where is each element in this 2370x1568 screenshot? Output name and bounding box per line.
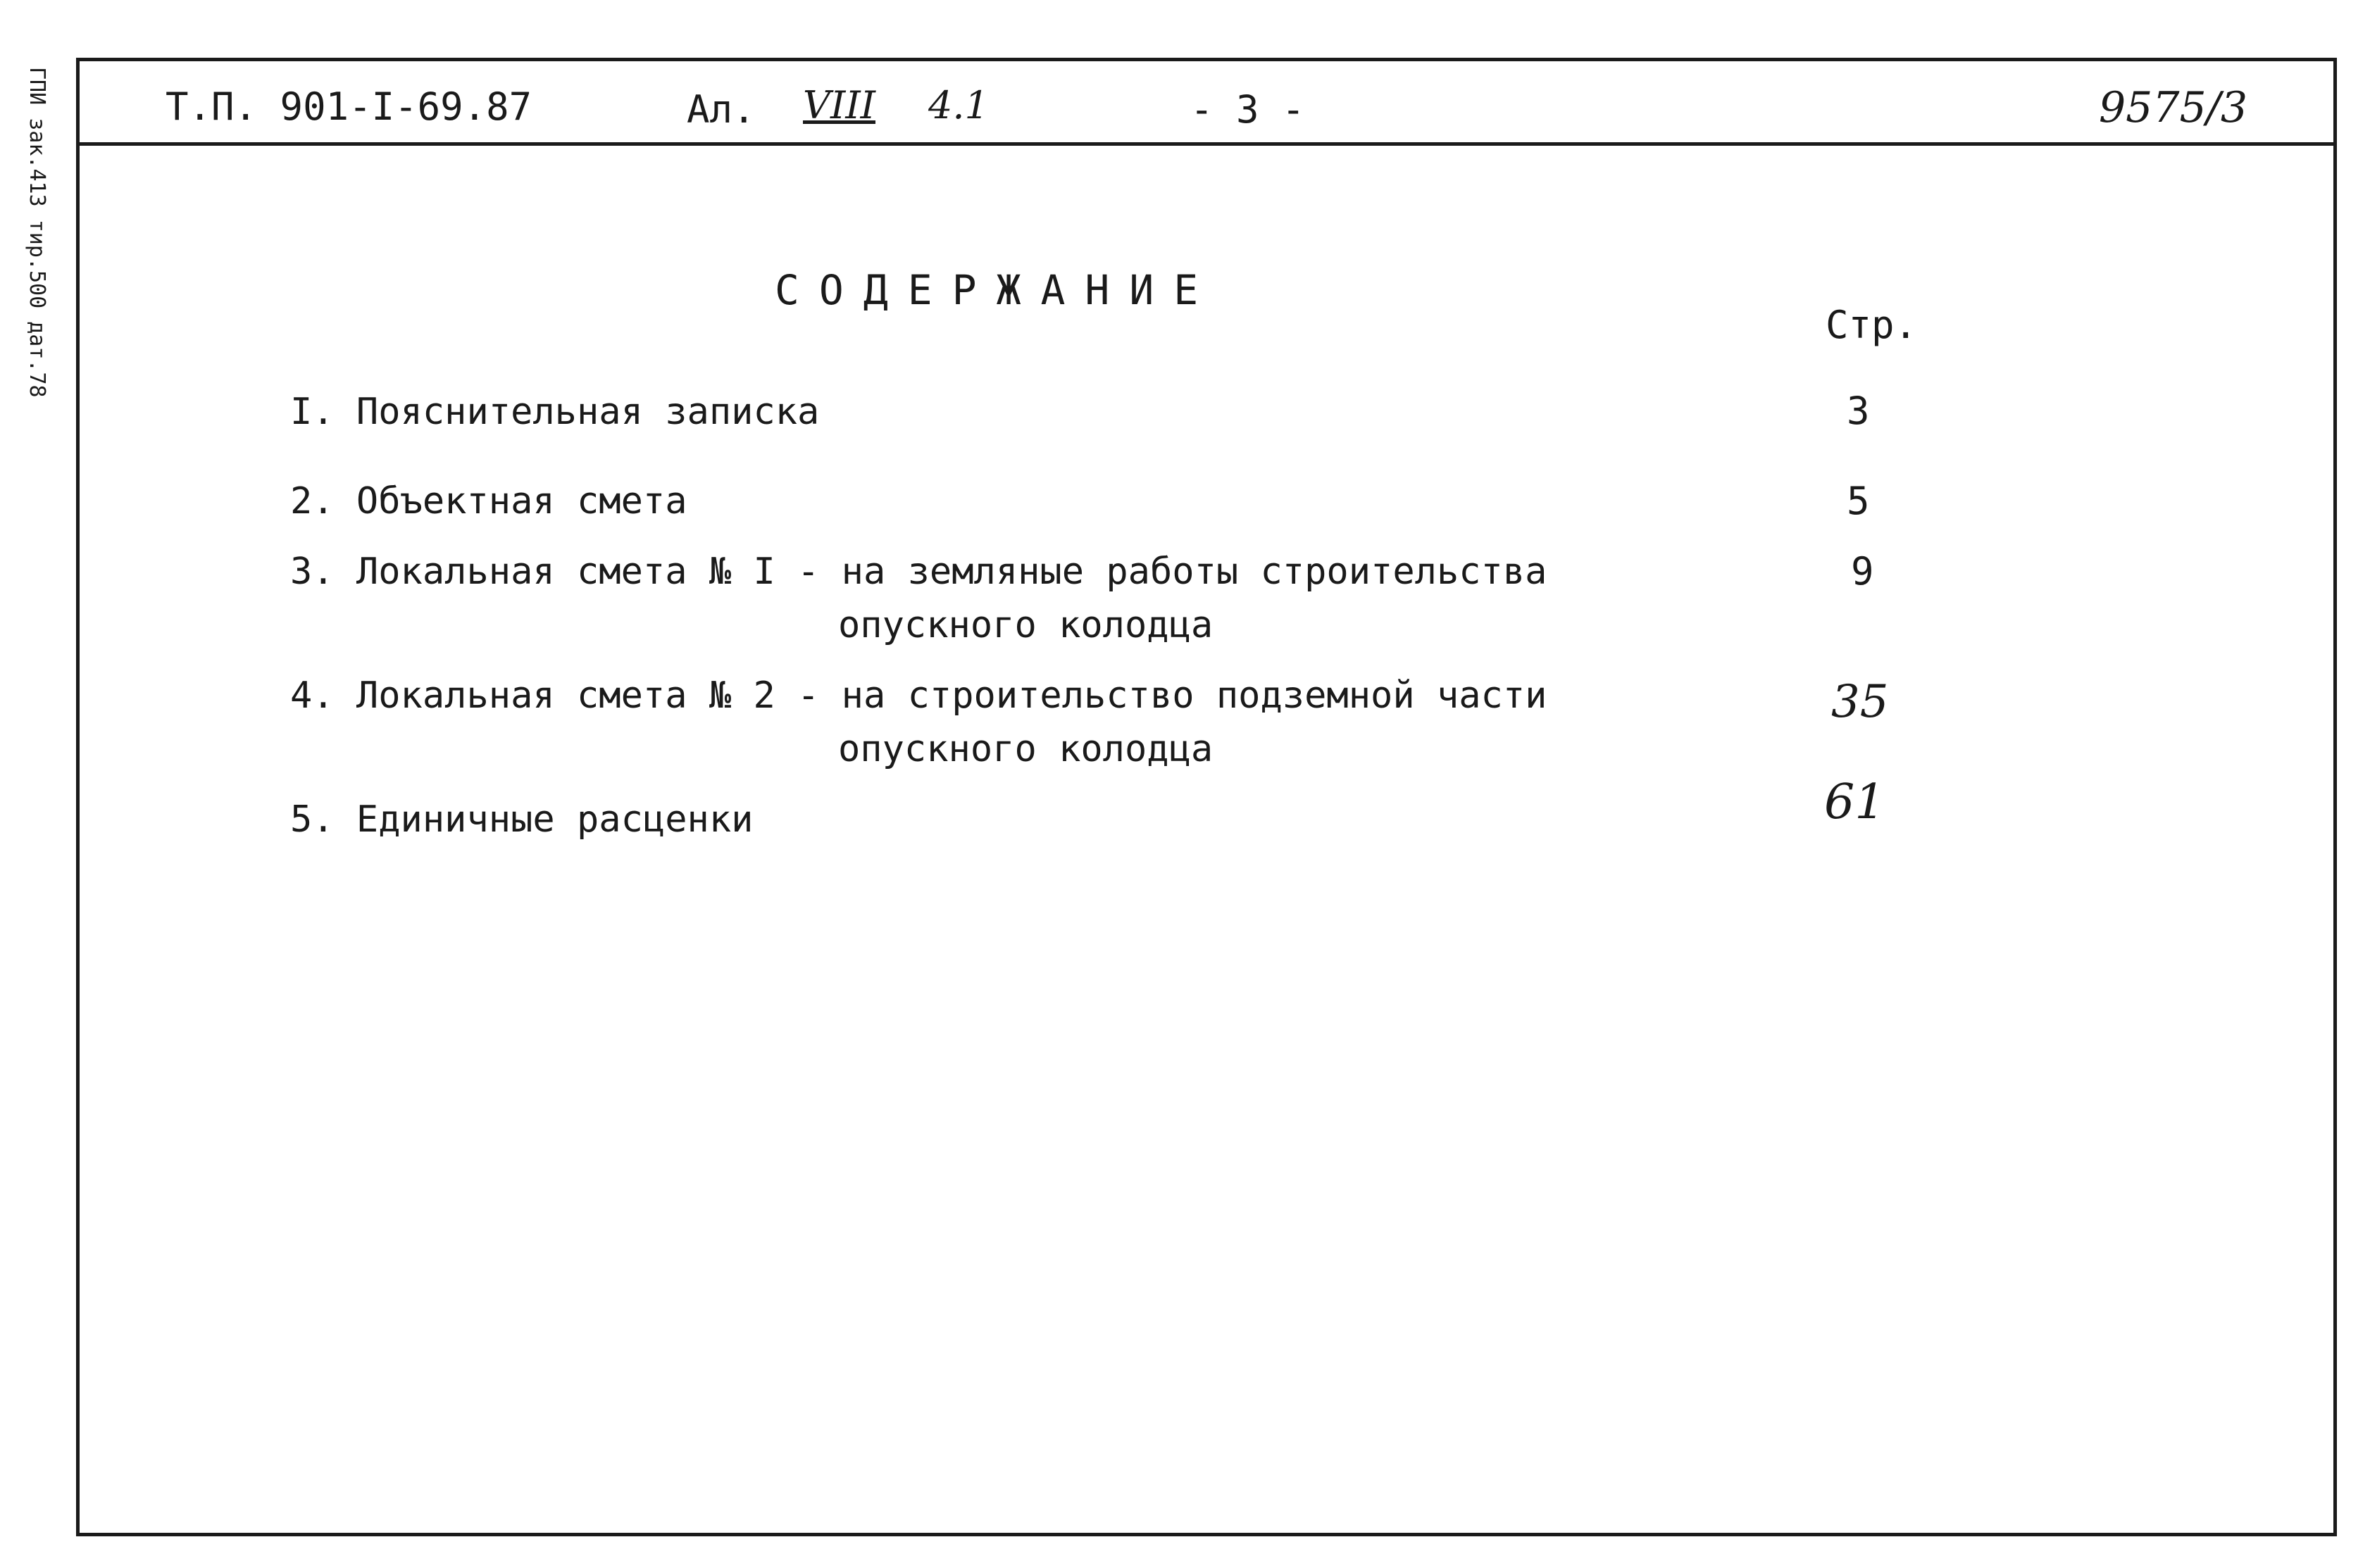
side-stamp-text: ГПИ зак.413 тир.500 дат.78: [25, 67, 49, 398]
toc-item-1: I. Пояснительная записка: [290, 391, 820, 433]
toc-item-3-page: 9: [1851, 549, 1874, 594]
toc-item-5-page: 61: [1824, 774, 1885, 830]
toc-item-5: 5. Единичные расценки: [290, 798, 754, 841]
side-stamp: [21, 67, 49, 461]
toc-title: СОДЕРЖАНИЕ: [775, 266, 1218, 314]
project-code: Т.П. 901-I-69.87: [166, 84, 532, 129]
toc-item-2: 2. Объектная смета: [290, 480, 687, 522]
toc-item-4: 4. Локальная смета № 2 - на строительство подземной части: [290, 675, 1547, 717]
header-divider: [76, 142, 2337, 146]
toc-item-4-page: 35: [1831, 676, 1889, 728]
album-number: VIII: [803, 83, 875, 127]
page-column-label: Стр.: [1826, 303, 1918, 347]
toc-item-2-page: 5: [1847, 479, 1870, 523]
page-number: - 3 -: [1190, 87, 1305, 132]
toc-item-4-cont: опускного колодца: [838, 728, 1214, 770]
sheet-ref: 4.1: [928, 83, 989, 127]
toc-item-3-cont: опускного колодца: [838, 604, 1214, 646]
toc-item-1-page: 3: [1847, 389, 1870, 433]
album-label: Ал.: [687, 87, 756, 132]
doc-number: 9575/3: [2099, 83, 2248, 132]
toc-item-3: 3. Локальная смета № I - на земляные работы строительства: [290, 551, 1547, 593]
